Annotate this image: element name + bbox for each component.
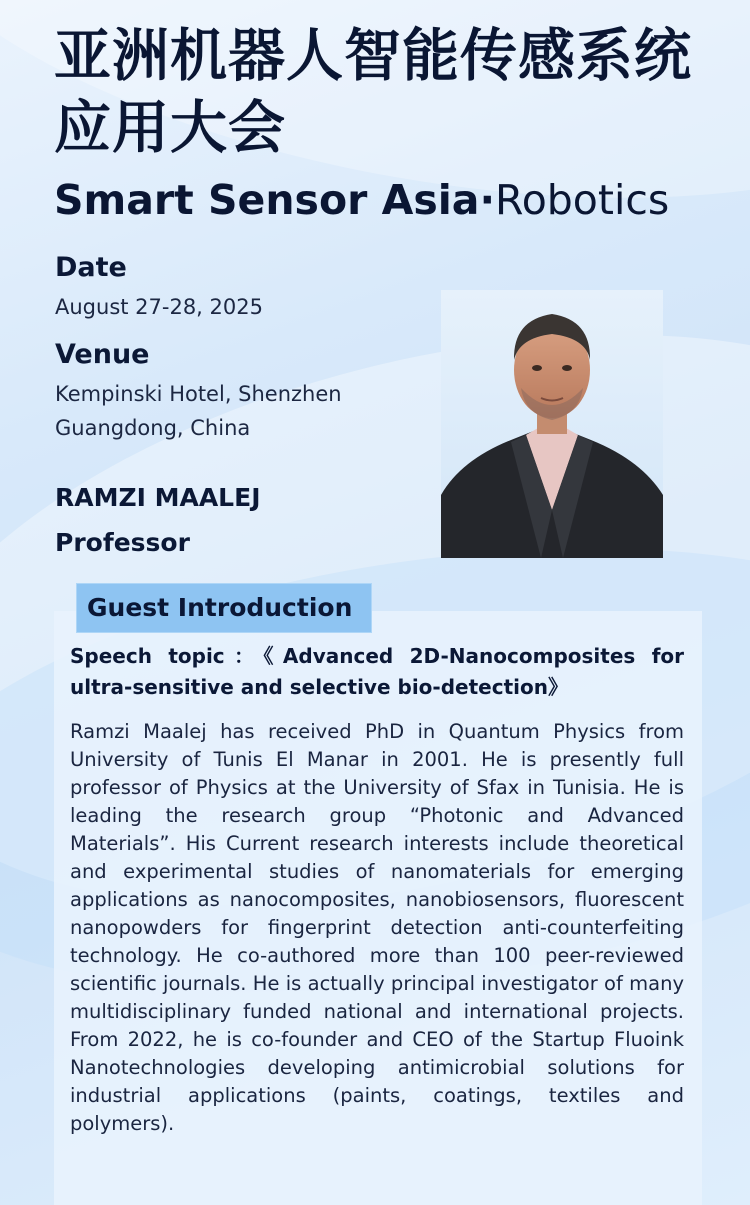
speaker-role: Professor: [55, 528, 190, 557]
speaker-name: RAMZI MAALEJ: [55, 483, 261, 512]
conference-title-cn: 亚洲机器人智能传感系统应用大会: [54, 23, 692, 161]
venue-label: Venue: [55, 339, 150, 370]
date-value: August 27-28, 2025: [55, 295, 263, 319]
date-label: Date: [55, 252, 127, 283]
speaker-photo: [441, 290, 663, 558]
conference-title-en: [54, 174, 669, 226]
title-en-separator: ·: [479, 176, 496, 224]
venue-line-1: Kempinski Hotel, Shenzhen: [55, 382, 342, 406]
title-en-light: Robotics: [495, 176, 670, 224]
venue-line-2: Guangdong, China: [55, 416, 251, 440]
speech-topic: Speech topic：《Advanced 2D-Nanocomposites for ultra-sensitive and selective bio-detection》: [70, 644, 684, 699]
guest-intro-tab-label: Guest Introduction: [87, 593, 353, 622]
speaker-bio: Ramzi Maalej has received PhD in Quantum Physics from University of Tunis El Manar in 2001. He is presently full professor of Physics at the University of Sfax in Tunisia. He is leading the research group “Photonic and Advanced Materials”. His Current research interests include theoretical and experimental studies of nanomaterials for emerging applications as nanocomposites, nanobiosensors, fluorescent nanopowders for fingerprint detection anti-counterfeiting technology. He co-authored more than 100 peer-reviewed scientific journals. He is actually principal investigator of many multidisciplinary funded national and international projects. From 2022, he is co-founder and CEO of the Startup Fluoink Nanotechnologies developing antimicrobial solutions for industrial applications (paints, coatings, textiles and polymers).: [70, 720, 684, 1135]
title-en-bold: Smart Sensor Asia: [54, 176, 480, 224]
guest-intro-tab: [76, 583, 372, 633]
